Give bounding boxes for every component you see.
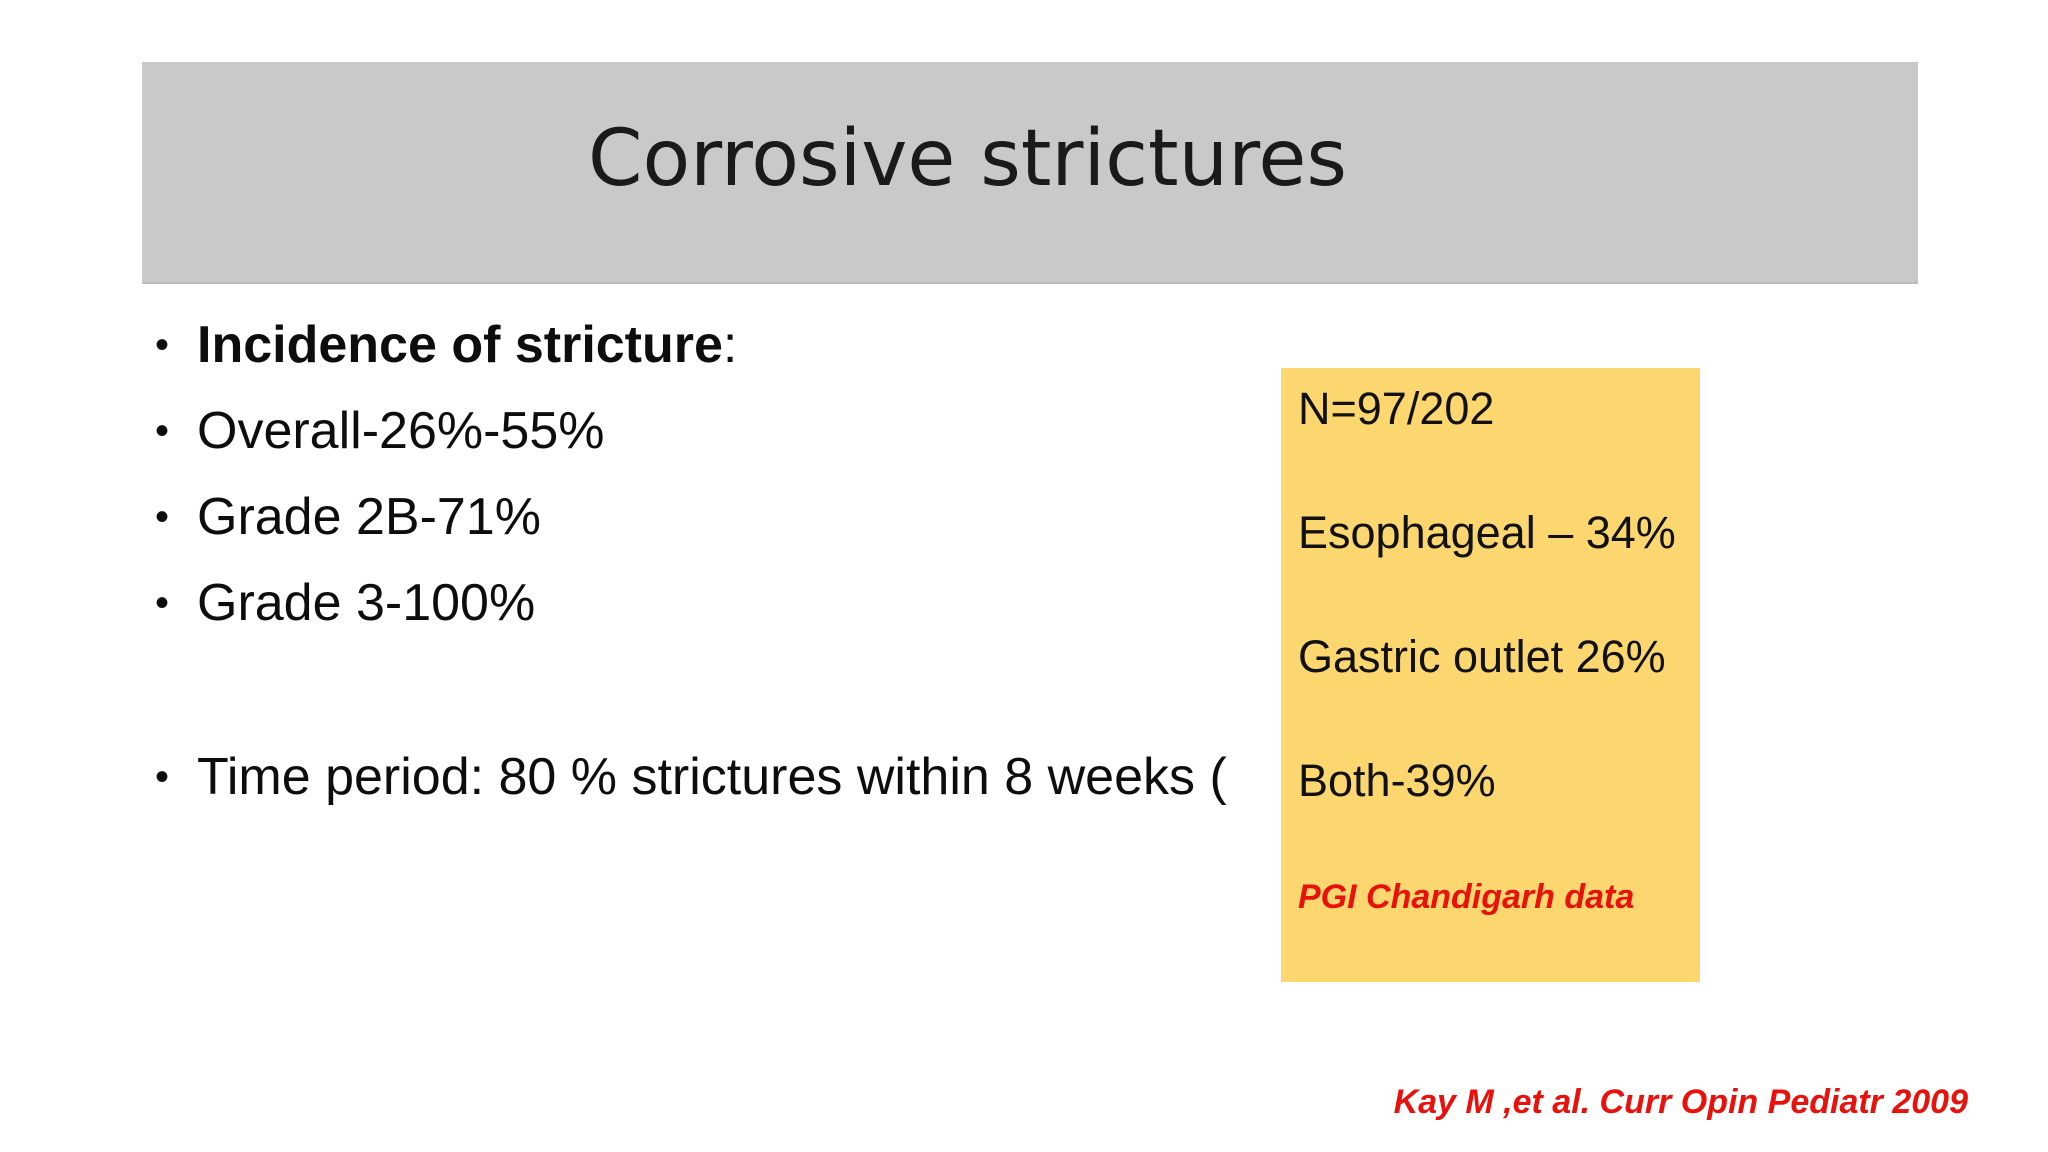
citation-reference: Kay M ,et al. Curr Opin Pediatr 2009 xyxy=(1393,1083,1968,1121)
callout-line: Esophageal – 34% xyxy=(1298,507,1676,558)
bullet-text: Grade 3-100% xyxy=(197,574,536,632)
bullet-item xyxy=(155,571,535,635)
callout-line: N=97/202 xyxy=(1298,383,1495,434)
bullet-text: : xyxy=(722,316,738,374)
bullet-text: Time period: 80 % strictures within 8 weeks ( xyxy=(197,748,1227,806)
slide-title: Corrosive strictures xyxy=(588,114,1348,204)
callout-line: Both-39% xyxy=(1298,755,1496,806)
bullet-bold-text: Incidence of stricture xyxy=(197,316,723,374)
bullet-text: Grade 2B-71% xyxy=(197,488,541,546)
bullet-item xyxy=(155,485,541,549)
bullet-item xyxy=(155,313,737,377)
bullet-item xyxy=(155,399,605,463)
bullet-text: Overall-26%-55% xyxy=(197,402,605,460)
bullet-marker: • xyxy=(155,323,170,367)
bullet-marker: • xyxy=(155,495,170,539)
callout-line: Gastric outlet 26% xyxy=(1298,631,1666,682)
bullet-marker: • xyxy=(155,755,170,799)
bullet-marker: • xyxy=(155,409,170,453)
callout-source-note: PGI Chandigarh data xyxy=(1298,878,1635,916)
bullet-marker: • xyxy=(155,581,170,625)
stats-callout-box xyxy=(1281,368,1700,982)
